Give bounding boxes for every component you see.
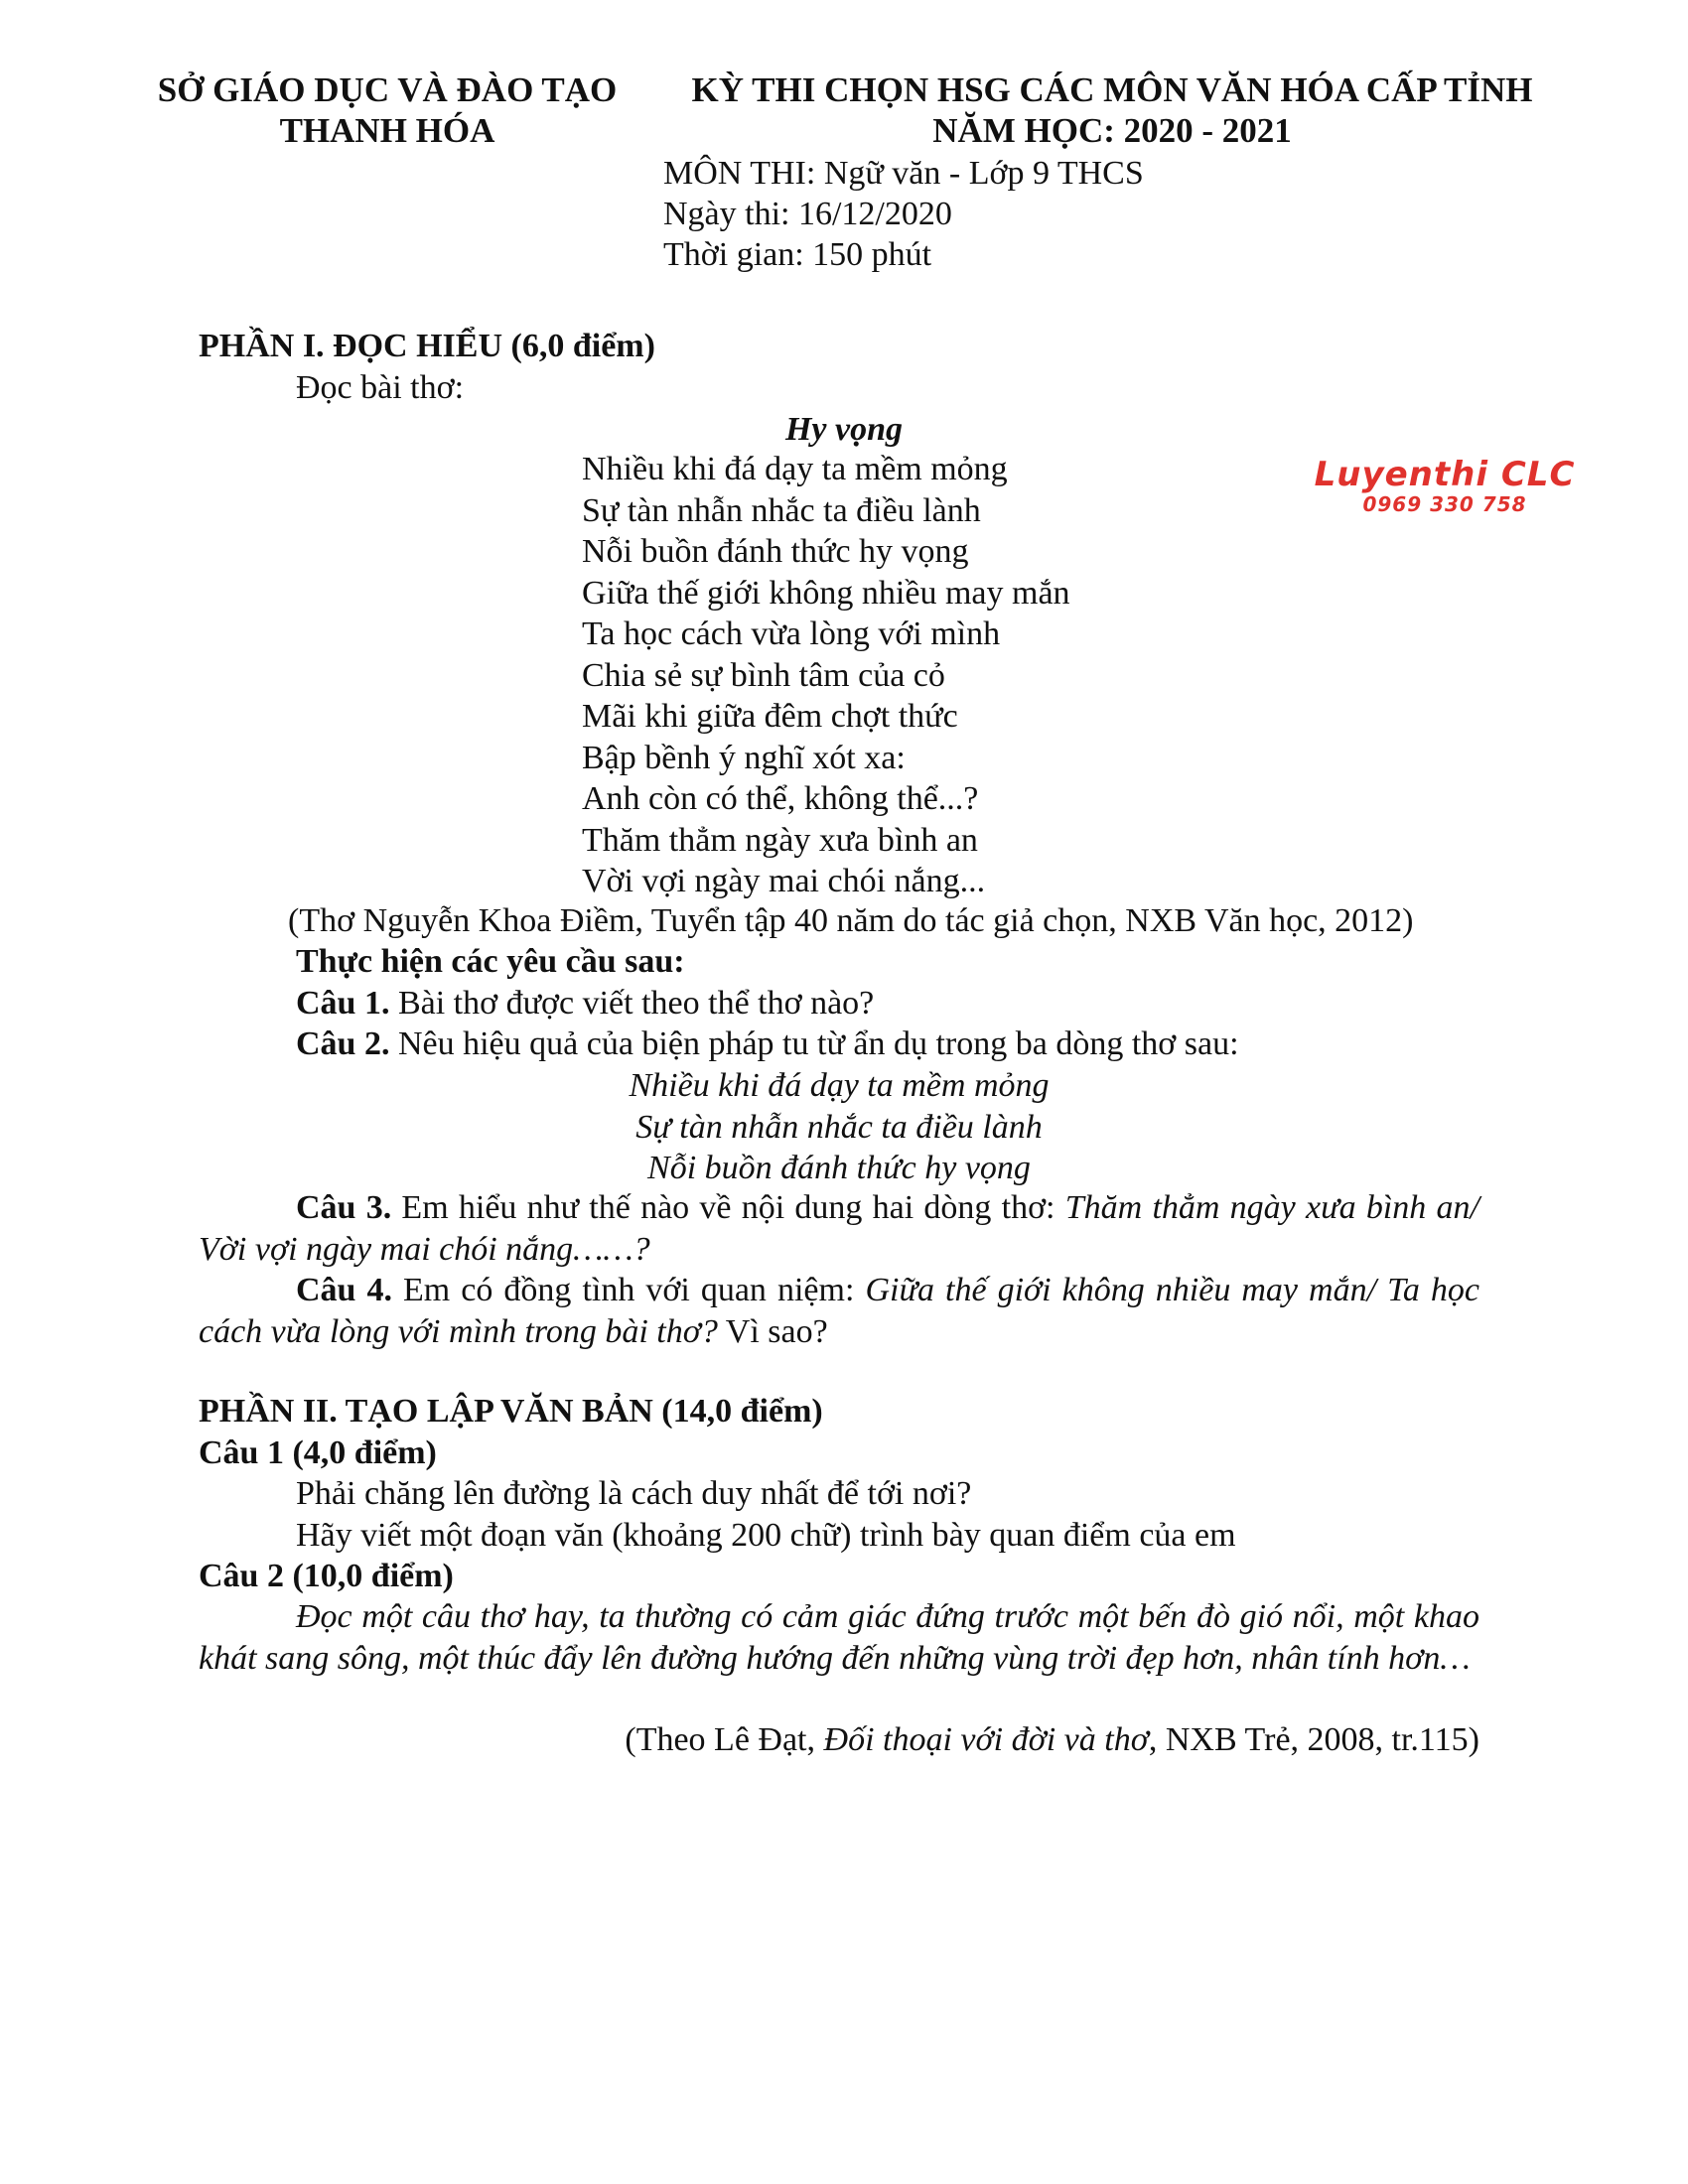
poem-line: Ta học cách vừa lòng với mình (582, 615, 1001, 652)
part1-title: PHẦN I. ĐỌC HIỂU (6,0 điểm) (199, 328, 655, 364)
poem-line: Giữa thế giới không nhiều may mắn (582, 574, 1070, 612)
poem-line: Bập bềnh ý nghĩ xót xa: (582, 739, 906, 776)
part2-question-1-line-2: Hãy viết một đoạn văn (khoảng 200 chữ) trình bày quan điểm của em (296, 1517, 1236, 1554)
poem-line: Vời vợi ngày mai chói nắng... (582, 863, 986, 899)
school-year: NĂM HỌC: 2020 - 2021 (932, 111, 1292, 150)
question-1-text: Bài thơ được viết theo thể thơ nào? (389, 985, 875, 1022)
poem-line: Mãi khi giữa đêm chợt thức (582, 698, 958, 735)
exam-subject: MÔN THI: Ngữ văn - Lớp 9 THCS (663, 155, 1144, 192)
question-2-quote (556, 1065, 1122, 1189)
source-suffix: , NXB Trẻ, 2008, tr.115) (1148, 1721, 1479, 1758)
question-4-quote: Giữa thế giới không nhiều may mắn/ Ta học cách vừa lòng với mình trong bài thơ? (199, 1272, 1479, 1350)
question-1-label: Câu 1. (296, 985, 390, 1022)
watermark-name: Luyenthi CLC (1314, 455, 1576, 494)
question-1 (296, 983, 874, 1024)
question-3-quote: Thăm thẳm ngày xưa bình an/ Vời vợi ngày mai chói nắng……? (199, 1189, 1479, 1268)
part2-question-2-title: Câu 2 (10,0 điểm) (199, 1558, 454, 1594)
poem-title: Hy vọng (784, 411, 904, 448)
exam-duration: Thời gian: 150 phút (663, 236, 932, 273)
requirements-heading: Thực hiện các yêu cầu sau: (296, 943, 685, 980)
question-3-text: Em hiểu như thế nào về nội dung hai dòng thơ: (391, 1189, 1065, 1226)
source-prefix: (Theo Lê Đạt, (625, 1721, 824, 1758)
poem-line: Chia sẻ sự bình tâm của cỏ (582, 656, 945, 694)
exam-info (663, 153, 1144, 275)
issuer-line-1: SỞ GIÁO DỤC VÀ ĐÀO TẠO (157, 70, 618, 109)
poem-line: Sự tàn nhẫn nhắc ta điều lành (582, 491, 981, 529)
issuer-line-2: THANH HÓA (279, 111, 495, 150)
exam-title-block (655, 69, 1569, 151)
poem-line: Nhiều khi đá dạy ta mềm mỏng (582, 451, 1008, 487)
exam-title: KỲ THI CHỌN HSG CÁC MÔN VĂN HÓA CẤP TỈNH (691, 70, 1533, 109)
question-4-label: Câu 4. (296, 1272, 392, 1308)
part2-question-1-line-1: Phải chăng lên đường là cách duy nhất để tới nơi? (296, 1475, 972, 1512)
quote-line: Nỗi buồn đánh thức hy vọng (647, 1150, 1031, 1186)
question-4-text: Em có đồng tình với quan niệm: (392, 1272, 866, 1308)
question-4-tail: Vì sao? (717, 1312, 828, 1350)
question-3 (199, 1187, 1479, 1270)
poem-line: Nỗi buồn đánh thức hy vọng (582, 533, 969, 570)
watermark (1291, 457, 1599, 516)
part1-intro: Đọc bài thơ: (296, 369, 465, 406)
question-4 (199, 1270, 1479, 1352)
issuer-block (139, 69, 635, 151)
poem-line: Thăm thẳm ngày xưa bình an (582, 821, 978, 859)
poem-line: Anh còn có thể, không thể...? (582, 780, 979, 817)
question-2 (296, 1024, 1239, 1065)
quote-line: Nhiều khi đá dạy ta mềm mỏng (629, 1067, 1050, 1104)
watermark-phone: 0969 330 758 (1362, 492, 1527, 516)
question-2-text: Nêu hiệu quả của biện pháp tu từ ẩn dụ trong ba dòng thơ sau: (389, 1025, 1239, 1062)
part2-title: PHẦN II. TẠO LẬP VĂN BẢN (14,0 điểm) (199, 1393, 823, 1430)
part2-question-1-title: Câu 1 (4,0 điểm) (199, 1434, 437, 1471)
part2-question-2-source (576, 1719, 1479, 1761)
source-book-title: Đối thoại với đời và thơ (823, 1721, 1149, 1758)
poem-source: (Thơ Nguyễn Khoa Điềm, Tuyển tập 40 năm do tác giả chọn, NXB Văn học, 2012) (288, 902, 1414, 939)
question-3-label: Câu 3. (296, 1189, 392, 1226)
poem (582, 449, 1070, 902)
question-2-label: Câu 2. (296, 1025, 390, 1062)
part2-question-2-quote: Đọc một câu thơ hay, ta thường có cảm giác đứng trước một bến đò gió nổi, một khao khát sang sông, một thúc đẩy lên đường hướng đến những vùng trời đẹp hơn, nhân tính hơn… (199, 1598, 1479, 1677)
quote-line: Sự tàn nhẫn nhắc ta điều lành (635, 1108, 1043, 1146)
exam-date: Ngày thi: 16/12/2020 (663, 196, 952, 232)
